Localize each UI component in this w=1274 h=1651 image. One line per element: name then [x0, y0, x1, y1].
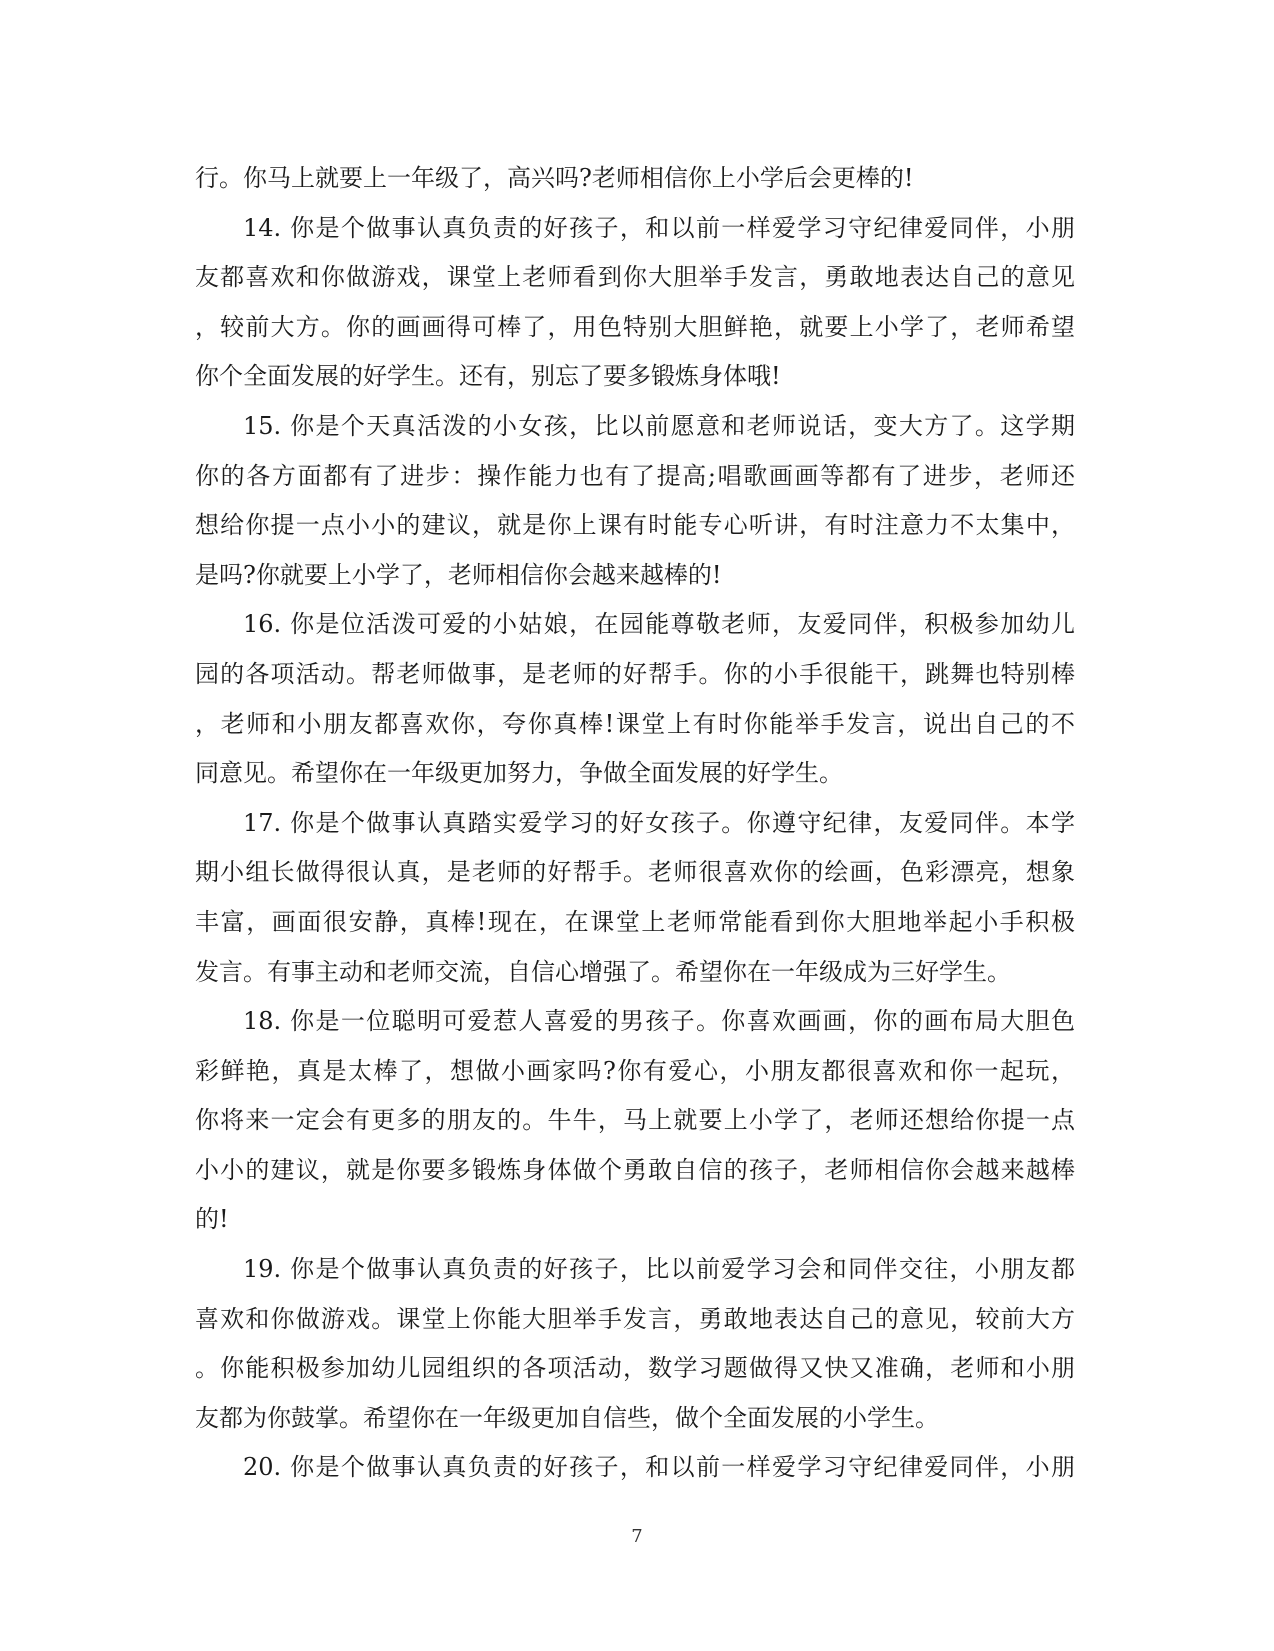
text-line: 园的各项活动。帮老师做事，是老师的好帮手。你的小手很能干，跳舞也特别棒	[195, 659, 1075, 688]
text-line: 行。你马上就要上一年级了，高兴吗?老师相信你上小学后会更棒的!	[195, 164, 914, 192]
text-line: 16. 你是位活泼可爱的小姑娘，在园能尊敬老师，友爱同伴，积极参加幼儿	[243, 610, 1075, 639]
text-line: ，老师和小朋友都喜欢你，夸你真棒!课堂上有时你能举手发言，说出自己的不	[195, 709, 1075, 738]
text-line: 期小组长做得很认真，是老师的好帮手。老师很喜欢你的绘画，色彩漂亮，想象	[195, 858, 1075, 887]
text-line: 的!	[195, 1205, 229, 1234]
text-line: 小小的建议，就是你要多锻炼身体做个勇敢自信的孩子，老师相信你会越来越棒	[195, 1155, 1075, 1184]
text-line: 20. 你是个做事认真负责的好孩子，和以前一样爱学习守纪律爱同伴，小朋	[243, 1453, 1075, 1482]
text-line: 你将来一定会有更多的朋友的。牛牛，马上就要上小学了，老师还想给你提一点	[195, 1106, 1075, 1135]
text-line: 15. 你是个天真活泼的小女孩，比以前愿意和老师说话，变大方了。这学期	[243, 411, 1075, 440]
text-line: 你个全面发展的好学生。还有，别忘了要多锻炼身体哦!	[195, 362, 781, 391]
text-line: 同意见。希望你在一年级更加努力，争做全面发展的好学生。	[195, 759, 843, 788]
text-line: 丰富，画面很安静，真棒!现在，在课堂上老师常能看到你大胆地举起小手积极	[195, 907, 1075, 936]
document-body	[195, 154, 1075, 1493]
text-line: 14. 你是个做事认真负责的好孩子，和以前一样爱学习守纪律爱同伴，小朋	[243, 213, 1075, 242]
text-line: 19. 你是个做事认真负责的好孩子，比以前爱学习会和同伴交往，小朋友都	[243, 1255, 1075, 1284]
text-line: 想给你提一点小小的建议，就是你上课有时能专心听讲，有时注意力不太集中，	[195, 511, 1075, 540]
text-line: 你的各方面都有了进步：操作能力也有了提高;唱歌画画等都有了进步，老师还	[195, 461, 1075, 490]
text-line: 17. 你是个做事认真踏实爱学习的好女孩子。你遵守纪律，友爱同伴。本学	[243, 808, 1075, 837]
text-line: 18. 你是一位聪明可爱惹人喜爱的男孩子。你喜欢画画，你的画布局大胆色	[243, 1007, 1075, 1036]
text-line: ，较前大方。你的画画得可棒了，用色特别大胆鲜艳，就要上小学了，老师希望	[195, 312, 1075, 341]
text-line: 喜欢和你做游戏。课堂上你能大胆举手发言，勇敢地表达自己的意见，较前大方	[195, 1304, 1075, 1333]
text-line: 是吗?你就要上小学了，老师相信你会越来越棒的!	[195, 560, 722, 589]
text-line: 友都为你鼓掌。希望你在一年级更加自信些，做个全面发展的小学生。	[195, 1403, 939, 1432]
text-line: 友都喜欢和你做游戏，课堂上老师看到你大胆举手发言，勇敢地表达自己的意见	[195, 263, 1075, 292]
text-line: 彩鲜艳，真是太棒了，想做小画家吗?你有爱心，小朋友都很喜欢和你一起玩，	[195, 1056, 1075, 1085]
page-number: 7	[631, 1526, 643, 1547]
text-line: 发言。有事主动和老师交流，自信心增强了。希望你在一年级成为三好学生。	[195, 957, 1011, 986]
text-line: 。你能积极参加幼儿园组织的各项活动，数学习题做得又快又准确，老师和小朋	[195, 1354, 1075, 1383]
